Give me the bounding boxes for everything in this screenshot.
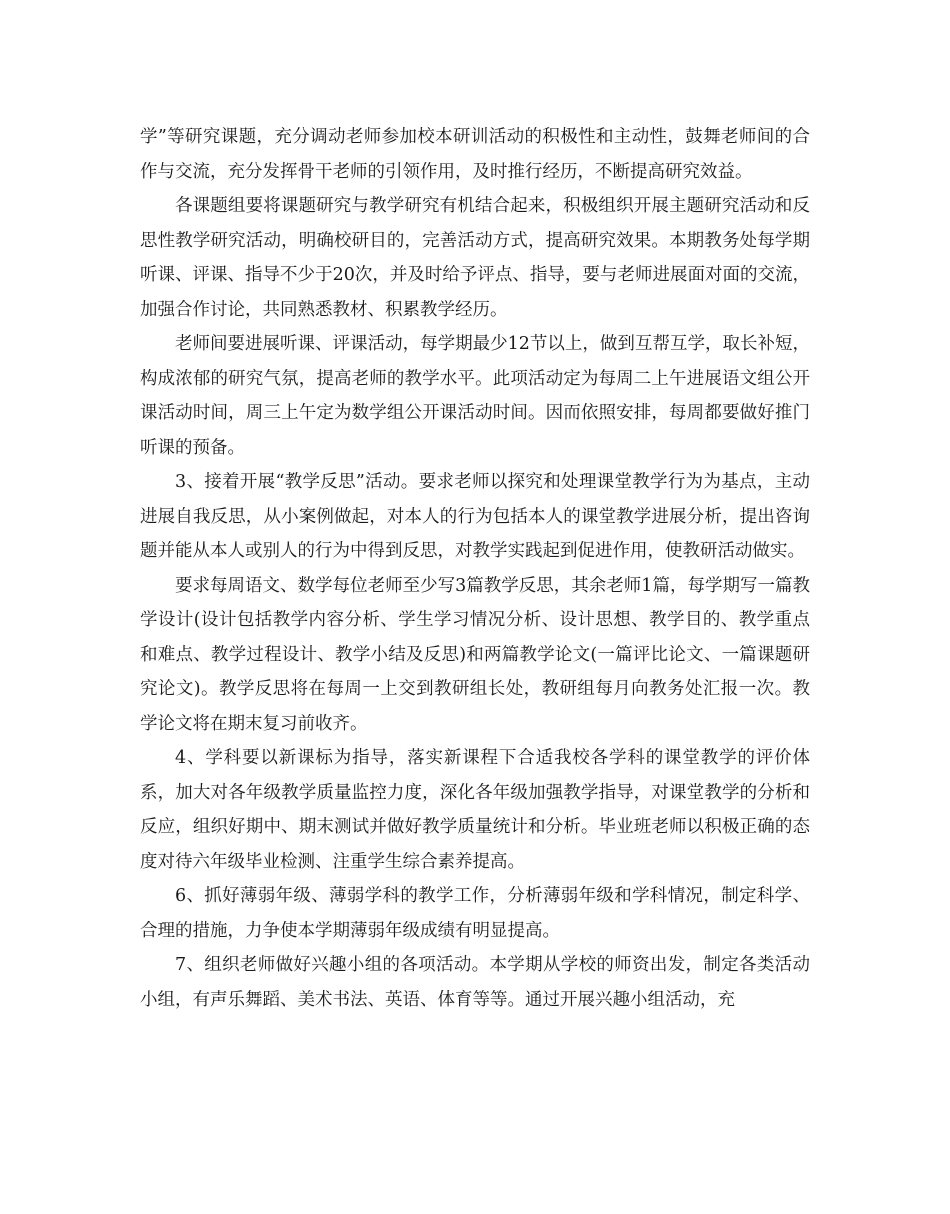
paragraph-7: 6、抓好薄弱年级、薄弱学科的教学工作，分析薄弱年级和学科情况，制定科学、合理的措施，力争使本学期薄弱年级成绩有明显提高。	[140, 886, 810, 941]
document-body	[140, 120, 810, 1017]
paragraph-4: 3、接着开展“教学反思”活动。要求老师以探究和处理课堂教学行为为基点，主动进展自我反思，从小案例做起，对本人的行为包括本人的课堂教学进展分析，提出咨询题并能从本人或别人的行为中得到反思，对教学实践起到促进作用，使教研活动做实。	[140, 472, 810, 561]
paragraph-8: 7、组织老师做好兴趣小组的各项活动。本学期从学校的师资出发，制定各类活动小组，有声乐舞蹈、美术书法、英语、体育等等。通过开展兴趣小组活动，充	[140, 955, 810, 1010]
paragraph-5: 要求每周语文、数学每位老师至少写3篇教学反思，其余老师1篇，每学期写一篇教学设计(设计包括教学内容分析、学生学习情况分析、设计思想、教学目的、教学重点和难点、教学过程设计、教学小结及反思)和两篇教学论文(一篇评比论文、一篇课题研究论文)。教学反思将在每周一上交到教研组长处，教研组每月向教务处汇报一次。教学论文将在期末复习前收齐。	[140, 575, 810, 734]
paragraph-1: 学”等研究课题，充分调动老师参加校本研训活动的积极性和主动性，鼓舞老师间的合作与交流，充分发挥骨干老师的引领作用，及时推行经历，不断提高研究效益。	[140, 127, 810, 182]
paragraph-2: 各课题组要将课题研究与教学研究有机结合起来，积极组织开展主题研究活动和反思性教学研究活动，明确校研目的，完善活动方式，提高研究效果。本期教务处每学期听课、评课、指导不少于20次，并及时给予评点、指导，要与老师进展面对面的交流，加强合作讨论，共同熟悉教材、积累教学经历。	[140, 196, 810, 320]
paragraph-6: 4、学科要以新课标为指导，落实新课程下合适我校各学科的课堂教学的评价体系，加大对各年级教学质量监控力度，深化各年级加强教学指导，对课堂教学的分析和反应，组织好期中、期末测试并做好教学质量统计和分析。毕业班老师以积极正确的态度对待六年级毕业检测、注重学生综合素养提高。	[140, 748, 810, 872]
paragraph-3: 老师间要进展听课、评课活动，每学期最少12节以上，做到互帮互学，取长补短，构成浓郁的研究气氛，提高老师的教学水平。此项活动定为每周二上午进展语文组公开课活动时间，周三上午定为数学组公开课活动时间。因而依照安排，每周都要做好推门听课的预备。	[140, 334, 810, 458]
